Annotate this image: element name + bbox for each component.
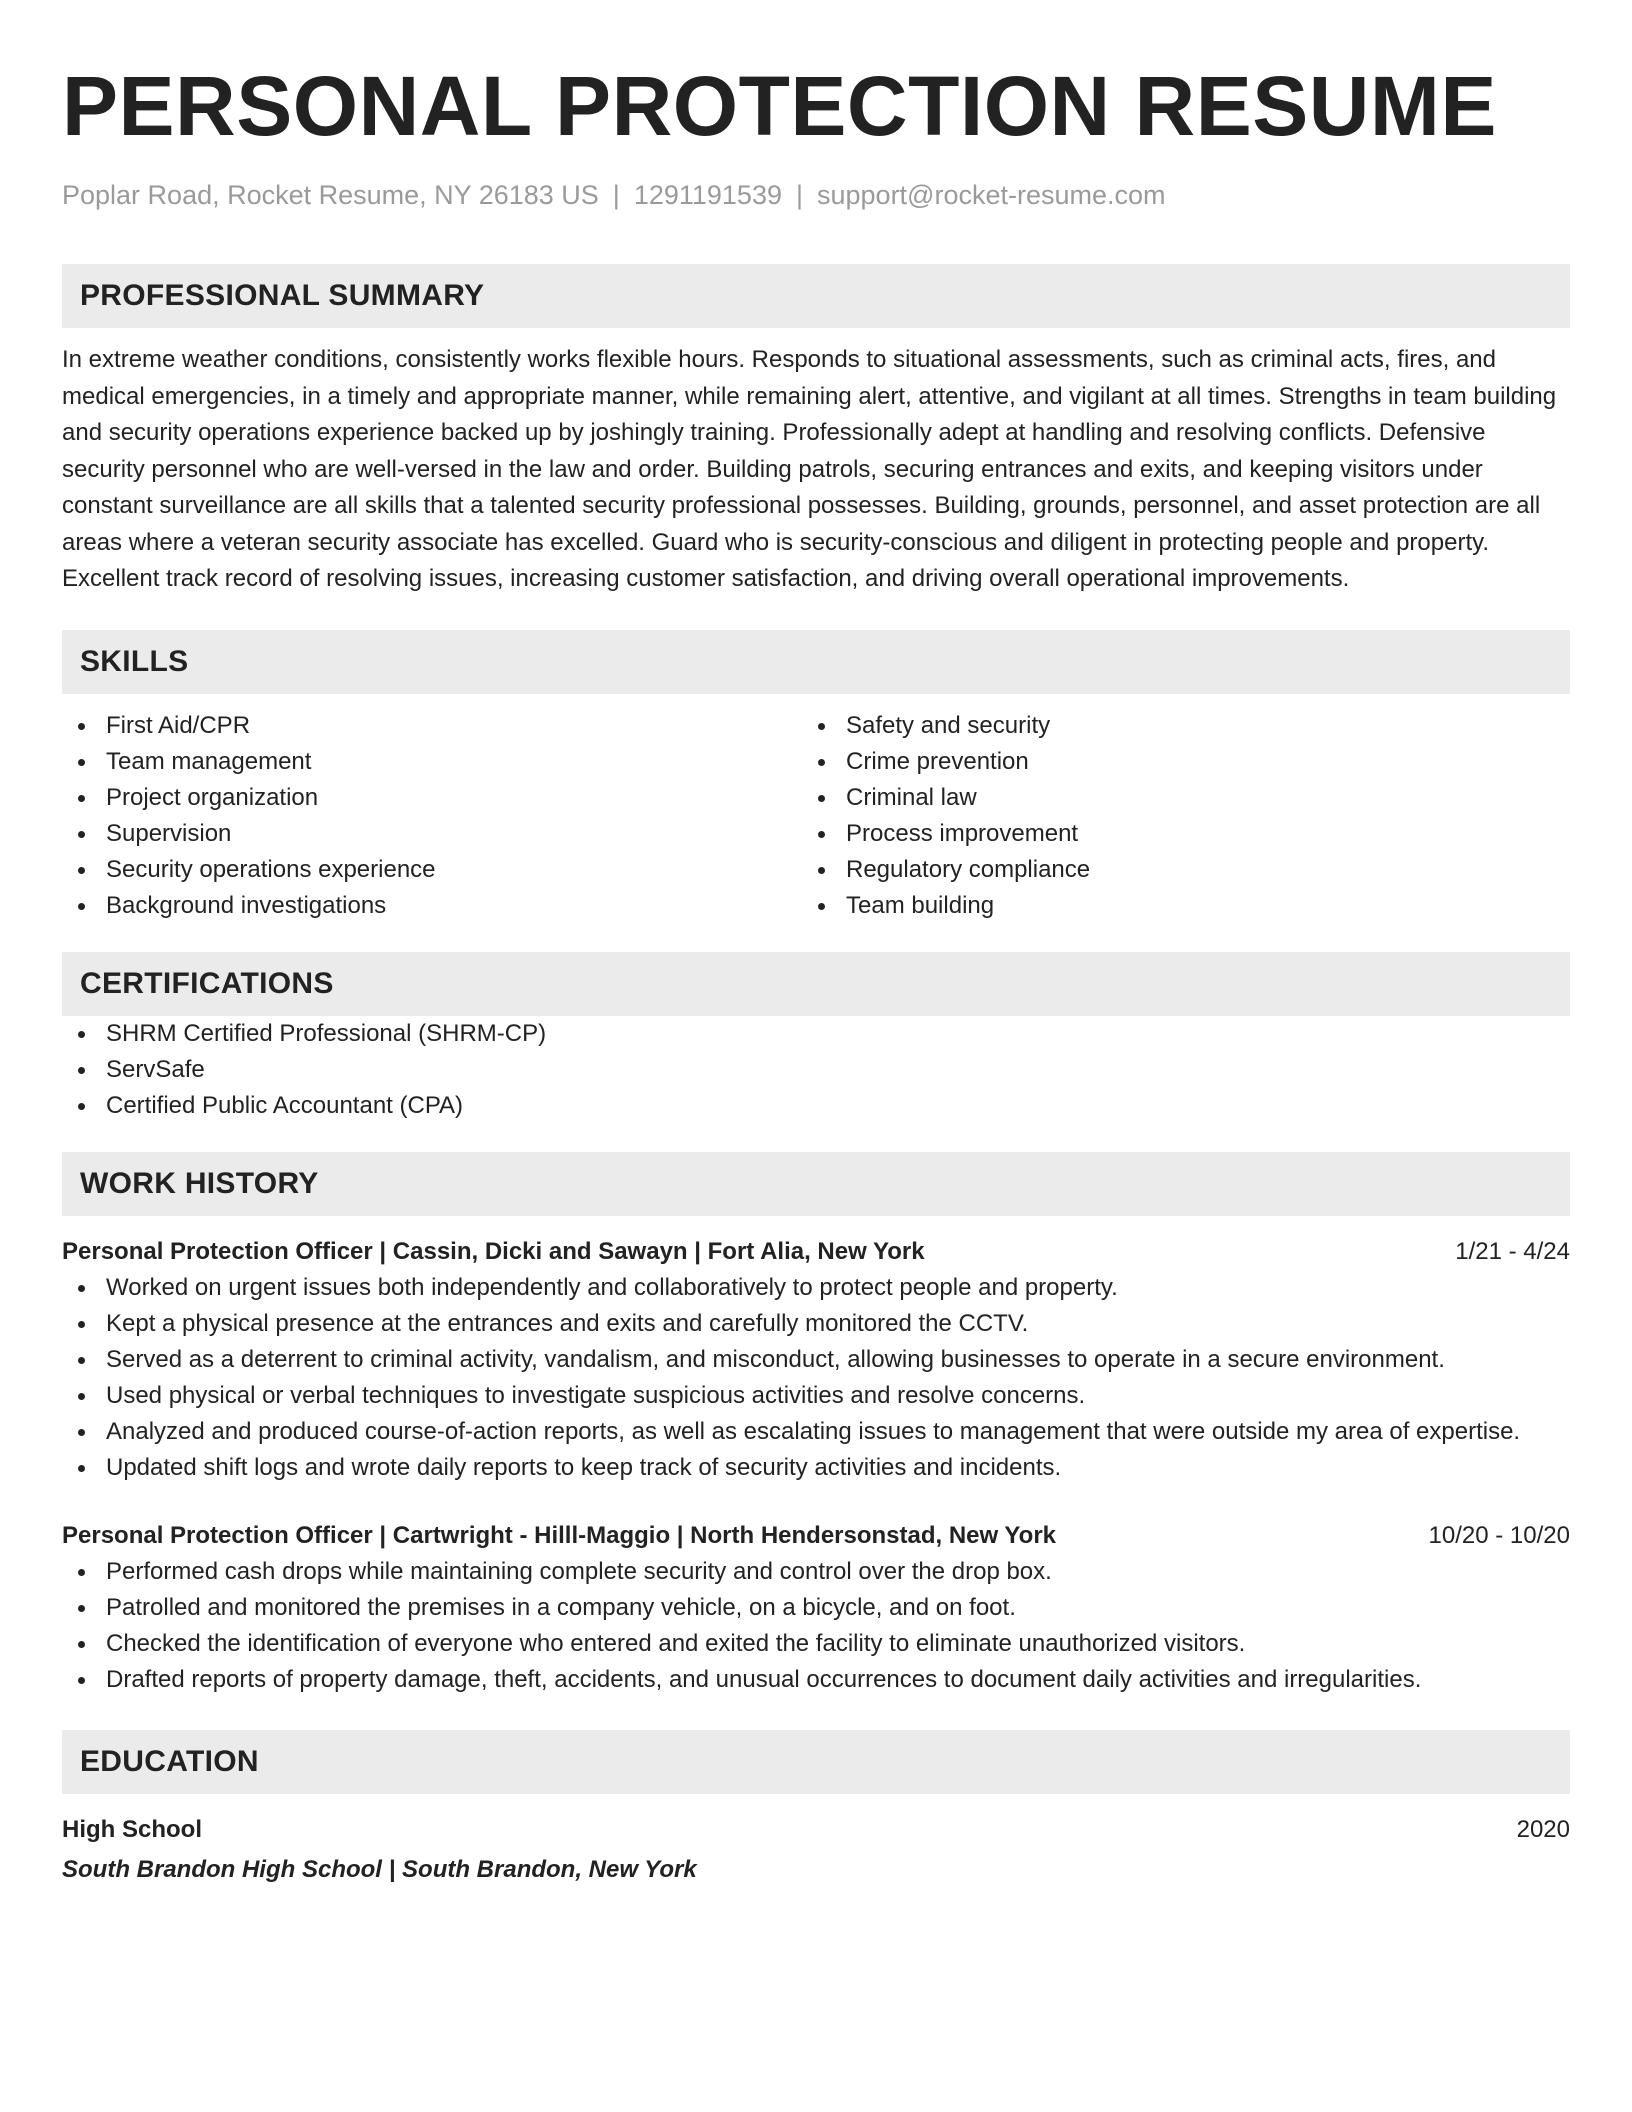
- job-bullet: Drafted reports of property damage, theft, accidents, and unusual occurrences to document daily activities and irregularities.: [62, 1662, 1570, 1698]
- summary-paragraph: In extreme weather conditions, consistently works flexible hours. Responds to situational assessments, such as criminal acts, fires, and medical emergencies, in a timely and appropriate manner, while remaining alert, attentive, and vigilant at all times. Strengths in team building and security operations experience backed up by joshingly training. Professionally adept at handling and resolving conflicts. Defensive security personnel who are well-versed in the law and order. Building patrols, securing entrances and exits, and keeping visitors under constant surveillance are all skills that a talented security professional possesses. Building, grounds, personnel, and asset protection are all areas where a veteran security associate has excelled. Guard who is security-conscious and diligent in protecting people and property. Excellent track record of resolving issues, increasing customer satisfaction, and driving overall operational improvements.: [62, 346, 1557, 592]
- job-bullet: Updated shift logs and wrote daily reports to keep track of security activities and incidents.: [62, 1450, 1570, 1486]
- certification-item: Certified Public Accountant (CPA): [62, 1088, 1570, 1124]
- skill-item: Security operations experience: [62, 852, 802, 888]
- skills-grid: [62, 708, 1570, 924]
- job-header: [62, 1518, 1570, 1554]
- certifications-list: [62, 1016, 1570, 1124]
- job-bullet: Patrolled and monitored the premises in a company vehicle, on a bicycle, and on foot.: [62, 1590, 1570, 1626]
- education-year: 2020: [1516, 1815, 1570, 1843]
- section-heading-certifications: CERTIFICATIONS: [62, 952, 1570, 1016]
- contact-separator: |: [612, 180, 620, 210]
- certification-item: ServSafe: [62, 1052, 1570, 1088]
- skill-item: Crime prevention: [802, 744, 1542, 780]
- job-bullet: Analyzed and produced course-of-action reports, as well as escalating issues to management that were outside my area of expertise.: [62, 1414, 1570, 1450]
- skill-item: Background investigations: [62, 888, 802, 924]
- job-bullet-list: [62, 1270, 1570, 1486]
- skill-item: Safety and security: [802, 708, 1542, 744]
- skill-item: Process improvement: [802, 816, 1542, 852]
- contact-email: support@rocket-resume.com: [817, 180, 1166, 210]
- certification-item: SHRM Certified Professional (SHRM-CP): [62, 1016, 1570, 1052]
- skill-item: First Aid/CPR: [62, 708, 802, 744]
- section-heading-skills: SKILLS: [62, 630, 1570, 694]
- job-bullet: Served as a deterrent to criminal activity, vandalism, and misconduct, allowing businesses to operate in a secure environment.: [62, 1342, 1570, 1378]
- skill-item: Regulatory compliance: [802, 852, 1542, 888]
- resume-title: PERSONAL PROTECTION RESUME: [62, 59, 1497, 153]
- section-heading-work-history: WORK HISTORY: [62, 1152, 1570, 1216]
- skill-item: Criminal law: [802, 780, 1542, 816]
- education-entry: [62, 1812, 1570, 1888]
- job-bullet-list: [62, 1554, 1570, 1698]
- skills-column-left: [62, 708, 802, 924]
- job-bullet: Performed cash drops while maintaining complete security and control over the drop box.: [62, 1554, 1570, 1590]
- contact-phone: 1291191539: [633, 180, 782, 210]
- job-bullet: Used physical or verbal techniques to investigate suspicious activities and resolve concerns.: [62, 1378, 1570, 1414]
- job-title: Personal Protection Officer | Cassin, Dicki and Sawayn | Fort Alia, New York: [62, 1237, 925, 1265]
- skill-item: Team building: [802, 888, 1542, 924]
- job-bullet: Worked on urgent issues both independently and collaboratively to protect people and property.: [62, 1270, 1570, 1306]
- skills-column-right: [802, 708, 1542, 924]
- job-dates: 1/21 - 4/24: [1455, 1237, 1570, 1265]
- education-degree: High School: [62, 1815, 202, 1843]
- job-header: [62, 1234, 1570, 1270]
- section-heading-education: EDUCATION: [62, 1730, 1570, 1794]
- skill-item: Team management: [62, 744, 802, 780]
- job-title: Personal Protection Officer | Cartwright - Hilll-Maggio | North Hendersonstad, New York: [62, 1521, 1057, 1549]
- skill-item: Supervision: [62, 816, 802, 852]
- job-bullet: Kept a physical presence at the entrances and exits and carefully monitored the CCTV.: [62, 1306, 1570, 1342]
- job-bullet: Checked the identification of everyone who entered and exited the facility to eliminate unauthorized visitors.: [62, 1626, 1570, 1662]
- section-heading-summary: PROFESSIONAL SUMMARY: [62, 264, 1570, 328]
- education-header: [62, 1812, 1570, 1848]
- contact-separator: |: [795, 180, 803, 210]
- contact-address: Poplar Road, Rocket Resume, NY 26183 US: [62, 180, 599, 210]
- education-school: South Brandon High School | South Brandon, New York: [62, 1855, 697, 1883]
- skill-item: Project organization: [62, 780, 802, 816]
- job-entry: [62, 1518, 1570, 1698]
- job-entry: [62, 1234, 1570, 1486]
- job-dates: 10/20 - 10/20: [1428, 1521, 1570, 1549]
- contact-line: [62, 178, 1570, 212]
